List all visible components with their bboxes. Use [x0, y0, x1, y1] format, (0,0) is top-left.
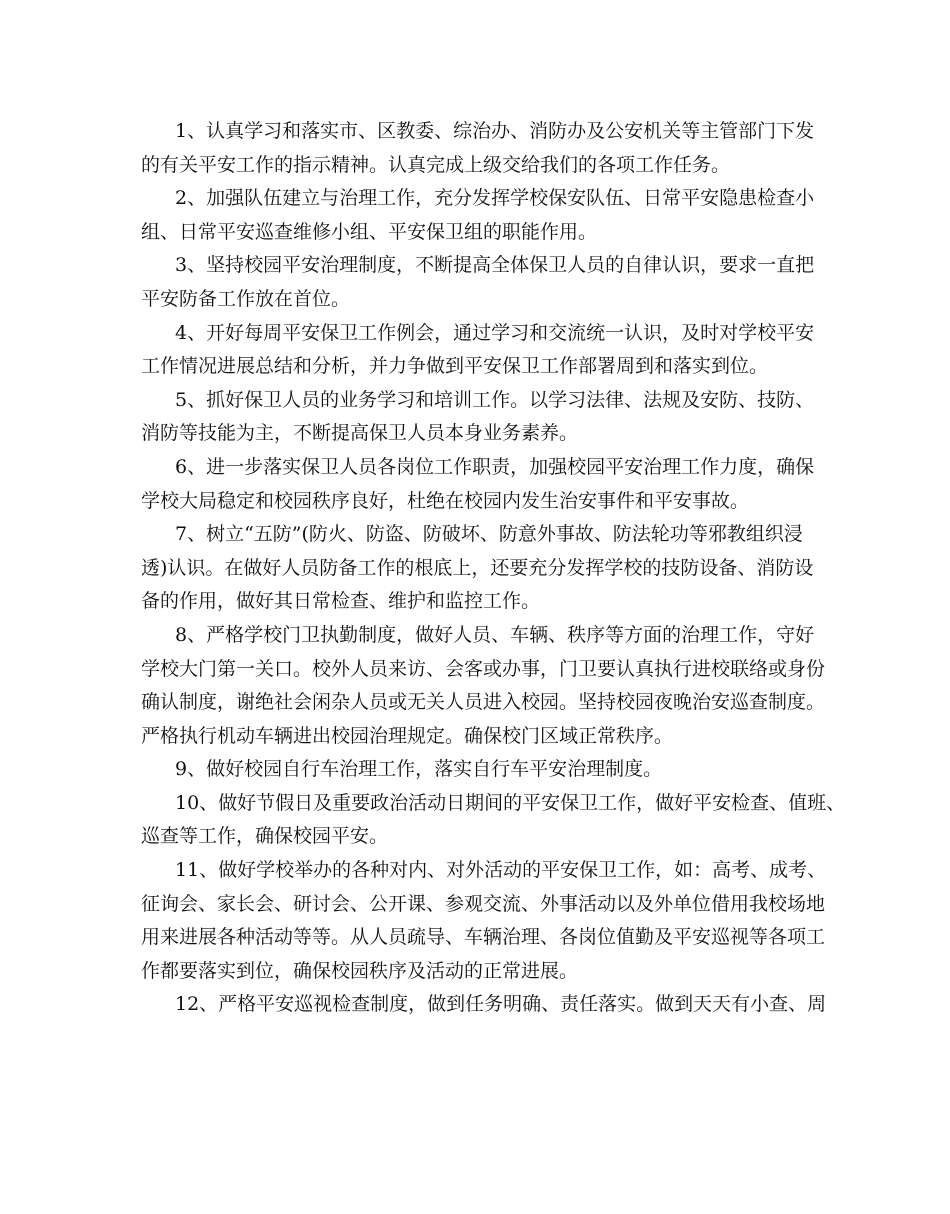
text-line: 征询会、家长会、研讨会、公开课、参观交流、外事活动以及外单位借用我校场地	[141, 892, 826, 915]
text-line: 8、严格学校门卫执勤制度，做好人员、车辆、秩序等方面的治理工作，守好	[175, 623, 815, 646]
text-line: 1、认真学习和落实市、区教委、综治办、消防办及公安机关等主管部门下发	[175, 120, 815, 142]
text-line: 3、坚持校园平安治理制度，不断提高全体保卫人员的自律认识，要求一直把	[175, 254, 815, 277]
text-line: 2、加强队伍建立与治理工作，充分发挥学校保安队伍、日常平安隐患检查小	[175, 187, 815, 210]
text-line: 7、树立“五防”(防火、防盗、防破坏、防意外事故、防法轮功等邪教组织浸	[175, 523, 803, 546]
text-line: 组、日常平安巡查维修小组、平安保卫组的职能作用。	[141, 220, 598, 243]
text-line: 备的作用，做好其日常检查、维护和监控工作。	[141, 590, 541, 613]
text-line: 11、做好学校举办的各种对内、对外活动的平安保卫工作，如：高考、成考、	[175, 859, 827, 882]
text-line: 消防等技能为主，不断提高保卫人员本身业务素养。	[141, 422, 579, 445]
text-line: 学校大局稳定和校园秩序良好，杜绝在校园内发生治安事件和平安事故。	[141, 489, 750, 512]
text-line: 工作情况进展总结和分析，并力争做到平安保卫工作部署周到和落实到位。	[141, 355, 769, 378]
text-line: 10、做好节假日及重要政治活动日期间的平安保卫工作，做好平安检查、值班、	[175, 791, 846, 814]
text-line: 平安防备工作放在首位。	[141, 287, 351, 310]
text-line: 确认制度，谢绝社会闲杂人员或无关人员进入校园。坚持校园夜晚治安巡查制度。	[141, 691, 826, 714]
text-line: 9、做好校园自行车治理工作，落实自行车平安治理制度。	[175, 758, 663, 781]
text-line: 5、抓好保卫人员的业务学习和培训工作。以学习法律、法规及安防、技防、	[175, 388, 815, 411]
text-line: 4、开好每周平安保卫工作例会，通过学习和交流统一认识，及时对学校平安	[175, 321, 815, 344]
text-line: 用来进展各种活动等等。从人员疏导、车辆治理、各岗位值勤及平安巡视等各项工	[141, 926, 826, 949]
text-line: 6、进一步落实保卫人员各岗位工作职责，加强校园平安治理工作力度，确保	[175, 455, 815, 478]
text-line: 的有关平安工作的指示精神。认真完成上级交给我们的各项工作任务。	[141, 153, 731, 176]
text-line: 透)认识。在做好人员防备工作的根底上，还要充分发挥学校的技防设备、消防设	[141, 556, 814, 579]
text-line: 严格执行机动车辆进出校园治理规定。确保校门区域正常秩序。	[141, 724, 674, 747]
text-line: 巡查等工作，确保校园平安。	[141, 825, 389, 848]
text-line: 学校大门第一关口。校外人员来访、会客或办事，门卫要认真执行进校联络或身份	[141, 657, 826, 680]
text-line: 12、严格平安巡视检查制度，做到任务明确、责任落实。做到天天有小查、周	[175, 993, 827, 1016]
document-body	[141, 115, 846, 1022]
text-line: 作都要落实到位，确保校园秩序及活动的正常进展。	[141, 959, 579, 982]
